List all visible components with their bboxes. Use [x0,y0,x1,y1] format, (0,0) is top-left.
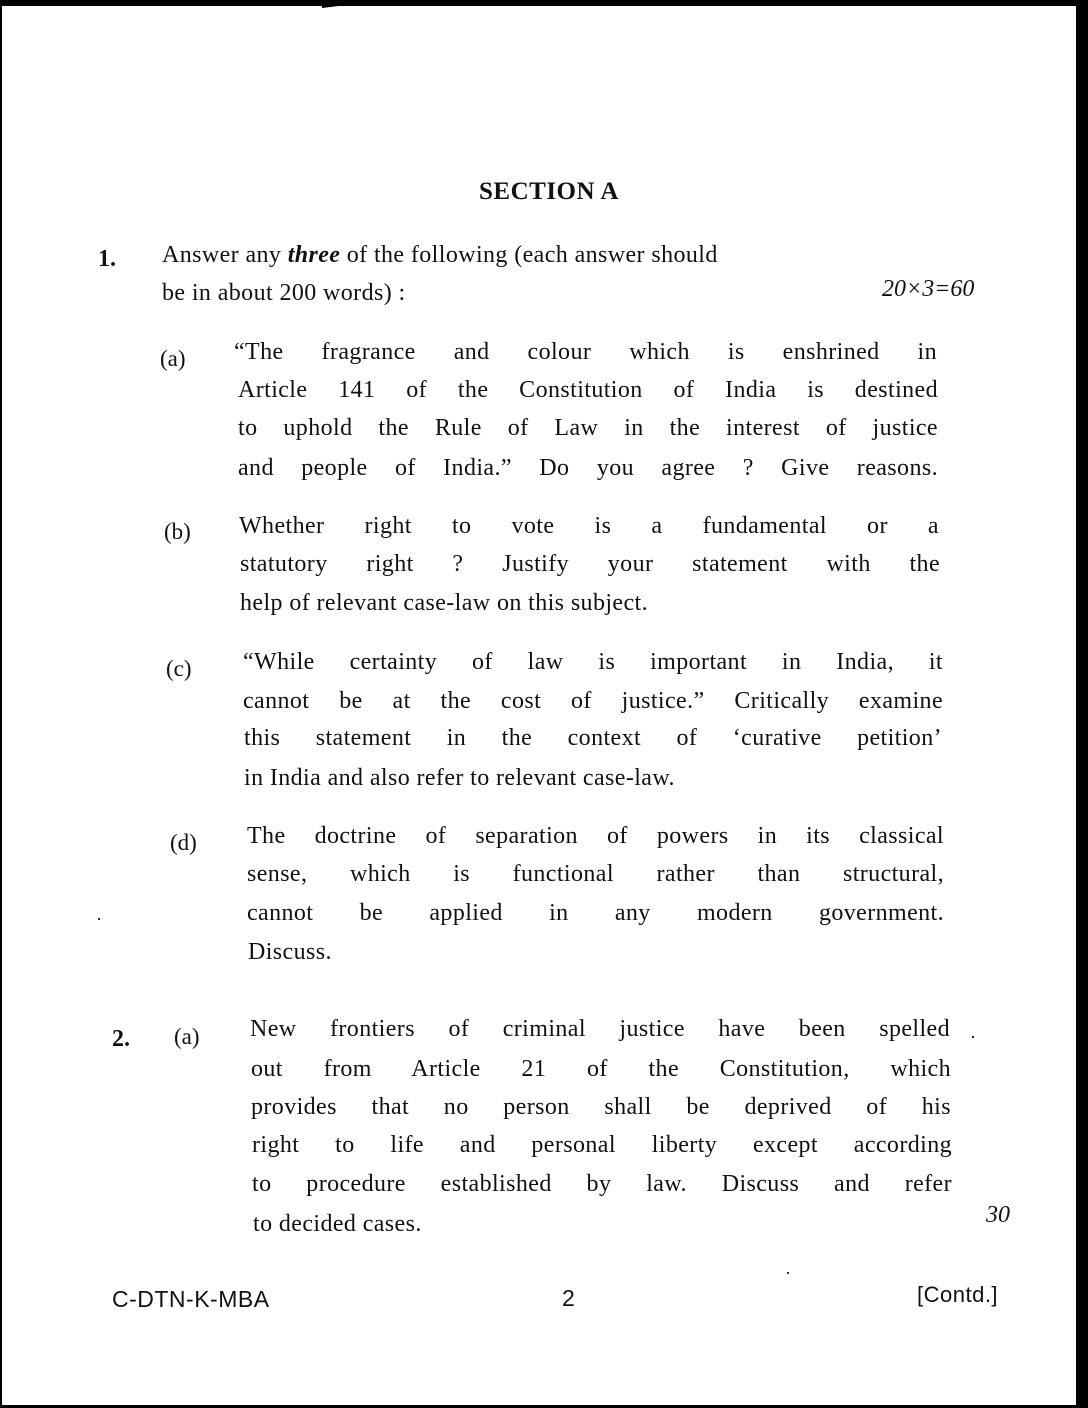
part-1d-line: cannot be applied in any modern government. [247,900,944,926]
part-1b-line: help of relevant case-law on this subject. [240,590,648,616]
part-1d-line: The doctrine of separation of powers in its classical [247,823,944,849]
scan-artifact-line [322,0,372,8]
exam-page [2,6,1076,1405]
scan-speck [787,1272,789,1274]
scan-speck [972,1036,974,1038]
part-2a-line: provides that no person shall be deprived of his [251,1094,951,1120]
scan-speck [98,918,100,920]
question-1-instruction [162,242,718,269]
part-1b-line: Whether right to vote is a fundamental or a [239,513,939,539]
part-1d-line: Discuss. [248,939,332,965]
part-2a-line: right to life and personal liberty except according [252,1132,952,1158]
part-1c-line: in India and also refer to relevant case-law. [244,765,675,791]
part-1a-line: “The fragrance and colour which is enshrined in [234,339,937,365]
part-label-1a: (a) [160,346,186,371]
part-1b-line: statutory right ? Justify your statement with the [240,551,940,577]
part-1a-line: to uphold the Rule of Law in the interest of justice [238,415,938,441]
question-1-marks: 20×3=60 [882,276,975,302]
part-1a-line: Article 141 of the Constitution of India is destined [238,377,938,403]
question-2a-marks: 30 [986,1202,1010,1228]
part-1c-line: “While certainty of law is important in India, it [243,649,943,675]
instruction-pre: Answer any [162,242,288,268]
part-1c-line: this statement in the context of ‘curative petition’ [244,725,942,751]
part-2a-line: New frontiers of criminal justice have been spelled [250,1016,950,1042]
part-1c-line: cannot be at the cost of justice.” Critically examine [243,688,943,714]
part-label-2a: (a) [174,1024,200,1049]
page-number: 2 [562,1285,575,1311]
paper-code: C-DTN-K-MBA [112,1286,270,1312]
question-1-instruction-line2: be in about 200 words) : [162,280,406,306]
part-label-1b: (b) [164,519,191,544]
question-2-number: 2. [112,1026,130,1052]
part-2a-line: to decided cases. [253,1211,422,1237]
question-1-number: 1. [98,246,116,272]
part-label-1c: (c) [166,656,192,681]
instruction-emphasis: three [287,242,341,268]
part-2a-line: out from Article 21 of the Constitution, which [251,1056,951,1082]
part-1a-line: and people of India.” Do you agree ? Give reasons. [238,455,938,481]
instruction-post: of the following (each answer should [340,242,718,268]
part-2a-line: to procedure established by law. Discuss and refer [252,1171,952,1197]
part-label-1d: (d) [170,830,197,855]
part-1d-line: sense, which is functional rather than structural, [247,861,944,887]
section-title: SECTION A [479,178,619,205]
continued-marker: [Contd.] [917,1282,999,1307]
